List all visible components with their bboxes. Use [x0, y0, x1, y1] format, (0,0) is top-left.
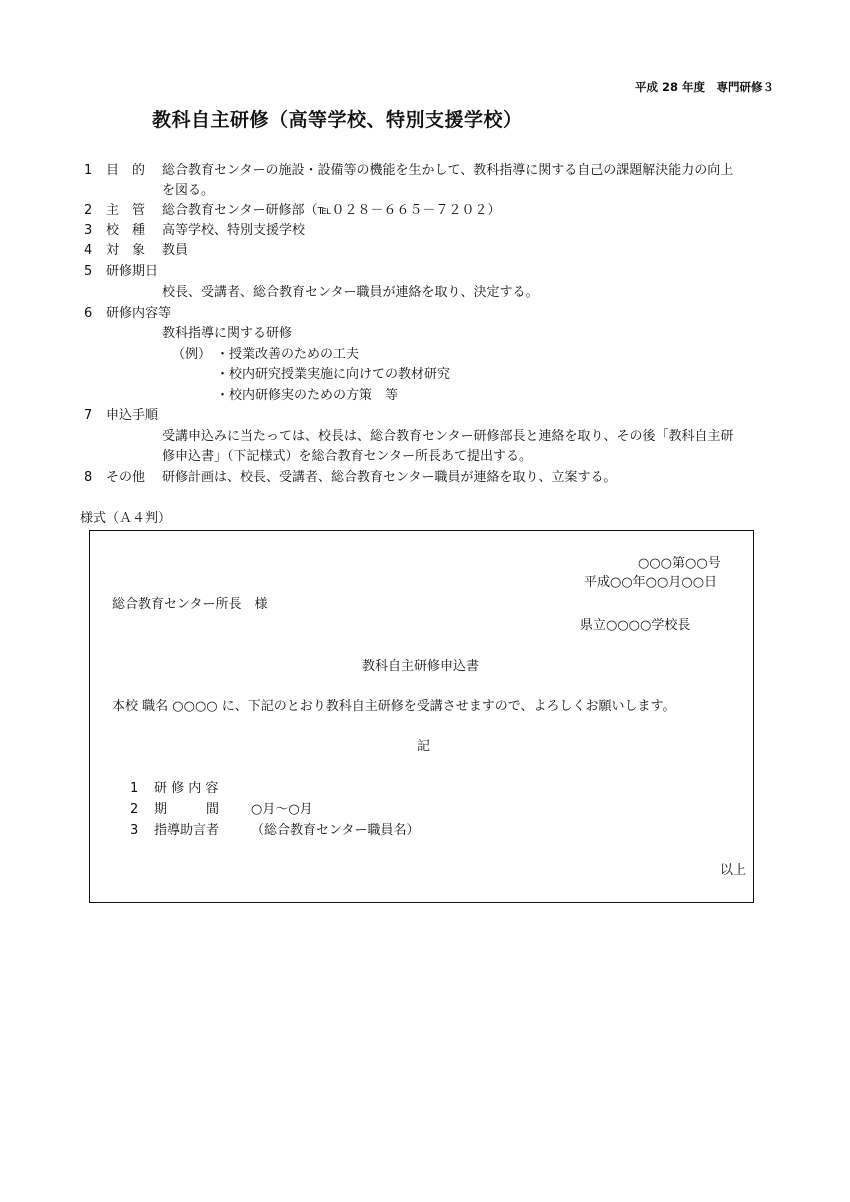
item-label: 研修内容等	[106, 306, 172, 321]
item-text: 受講申込みに当たっては、校長は、総合教育センター研修部長と連絡を取り、その後「教科自主研	[162, 429, 734, 444]
form-title: 教科自主研修申込書	[362, 659, 480, 674]
example-item: ・授業改善のための工夫	[216, 347, 360, 362]
form-list-value: （総合教育センター職員名）	[251, 823, 420, 838]
form-body: 本校 職名 ○○○○ に、下記のとおり教科自主研修を受講させますので、よろしくお願いします。	[112, 699, 676, 714]
doc-number: ○○○第○○号	[638, 556, 721, 571]
addressee: 総合教育センター所長 様	[112, 597, 268, 612]
form-list-number: 3	[130, 823, 139, 838]
item-number: 2	[84, 203, 93, 218]
item-text: を図る。	[162, 183, 215, 198]
item-number: 7	[84, 408, 93, 423]
item-label: その他	[106, 470, 146, 485]
form-list-label: 期 間	[154, 802, 220, 817]
item-number: 1	[84, 163, 93, 178]
form-list-label: 研 修 内 容	[154, 781, 219, 796]
item-label: 校 種	[106, 223, 146, 238]
item-text: 高等学校、特別支援学校	[162, 223, 306, 238]
item-text: 総合教育センター研修部（℡０２８－６６５－７２０２）	[162, 203, 501, 218]
form-list-number: 1	[130, 781, 139, 796]
item-label: 目 的	[106, 163, 146, 178]
form-list-label: 指導助言者	[154, 823, 220, 838]
example-item: ・校内研修実のための方策 等	[216, 388, 399, 403]
header-tag: 平成 28 年度 専門研修３	[635, 80, 775, 94]
sender: 県立○○○○学校長	[580, 618, 691, 633]
form-list-value: ○月～○月	[251, 802, 313, 817]
form-list-number: 2	[130, 802, 139, 817]
item-text: 修申込書」（下記様式）を総合教育センター所長あて提出する。	[162, 449, 532, 464]
item-label: 申込手順	[106, 408, 159, 423]
item-text: 校長、受講者、総合教育センター職員が連絡を取り、決定する。	[162, 285, 539, 300]
form-caption: 様式（Ａ４判）	[80, 511, 172, 526]
item-text: 教員	[162, 243, 189, 258]
example-label: （例）	[172, 347, 212, 362]
item-text: 研修計画は、校長、受講者、総合教育センター職員が連絡を取り、立案する。	[162, 470, 617, 485]
item-number: 3	[84, 223, 93, 238]
item-label: 主 管	[106, 203, 146, 218]
page-title: 教科自主研修（高等学校、特別支援学校）	[152, 109, 523, 131]
closing: 以上	[720, 863, 747, 878]
item-number: 4	[84, 243, 93, 258]
form-date: 平成○○年○○月○○日	[584, 575, 718, 590]
ki-label: 記	[417, 739, 431, 754]
item-label: 対 象	[106, 243, 146, 258]
item-number: 6	[84, 306, 93, 321]
item-text: 教科指導に関する研修	[162, 326, 293, 341]
item-text: 総合教育センターの施設・設備等の機能を生かして、教科指導に関する自己の課題解決能力の向上	[162, 163, 734, 178]
application-form	[89, 530, 754, 903]
example-item: ・校内研究授業実施に向けての教材研究	[216, 367, 451, 382]
item-number: 8	[84, 470, 93, 485]
item-number: 5	[84, 264, 93, 279]
item-label: 研修期日	[106, 264, 159, 279]
